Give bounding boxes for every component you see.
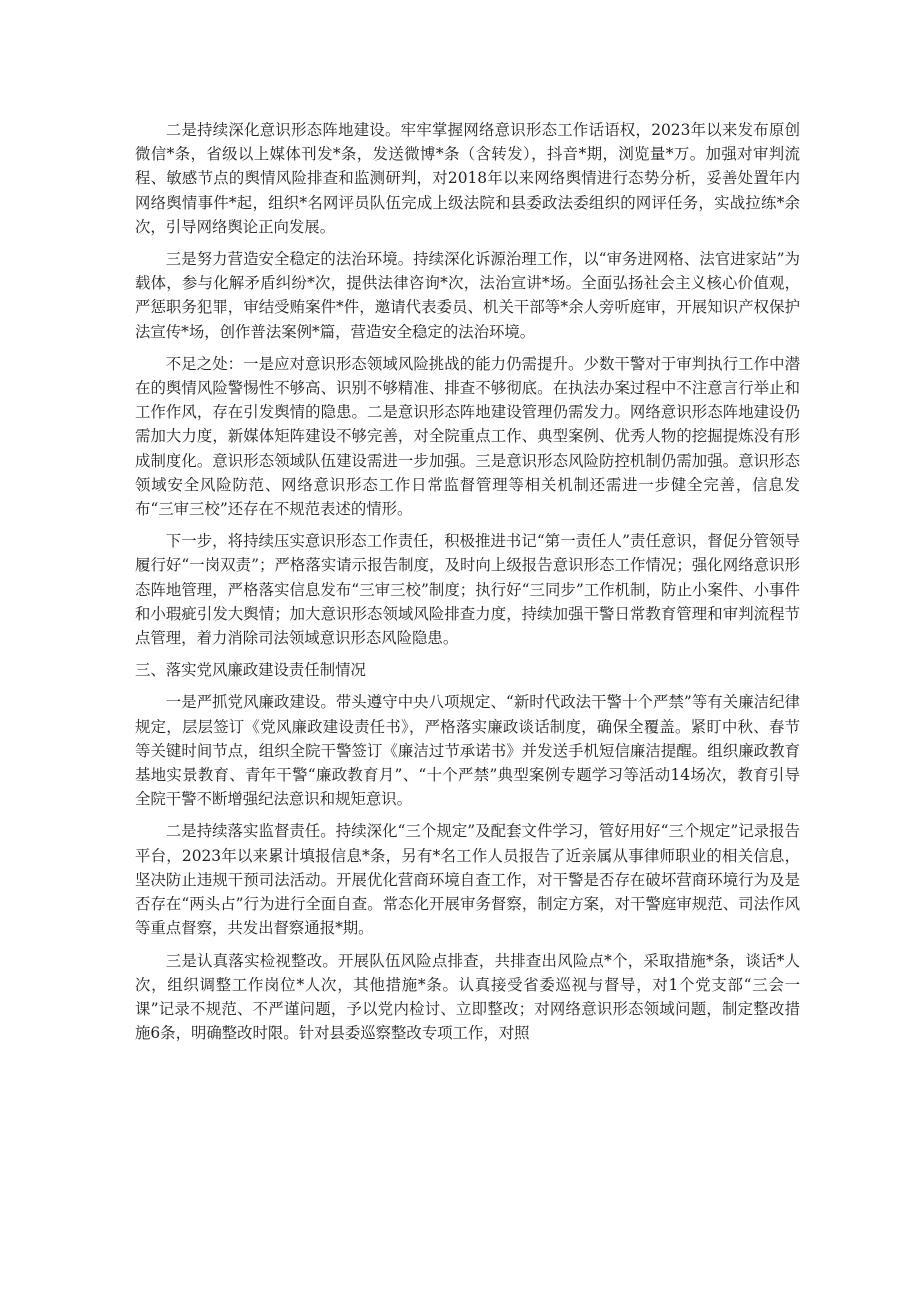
document-page (135, 118, 800, 1053)
paragraph-supervision: 二是持续落实监督责任。持续深化“三个规定”及配套文件学习，管好用好“三个规定”记录报告平台，2023年以来累计填报信息*条，另有*名工作人员报告了近亲属从事律师职业的相关信息，坚决防止违规干预司法活动。开展优化营商环境自查工作，对干警是否存在破坏营商环境行为及是否存在“两头占”行为进行全面自查。常态化开展审务督察，制定方案，对干警庭审规范、司法作风等重点督察，共发出督察通报*期。 (135, 822, 800, 938)
paragraph-shortcomings: 不足之处：一是应对意识形态领域风险挑战的能力仍需提升。少数干警对于审判执行工作中潜在的舆情风险警惕性不够高、识别不够精准、排查不够彻底。在执法办案过程中不注意言行举止和工作作风，存在引发舆情的隐患。二是意识形态阵地建设管理仍需发力。网络意识形态阵地建设仍需加大力度，新媒体矩阵建设不够完善，对全院重点工作、典型案例、优秀人物的挖掘提炼没有形成制度化。意识形态领域队伍建设需进一步加强。三是意识形态风险防控机制仍需加强。意识形态领域安全风险防范、网络意识形态工作日常监督管理等相关机制还需进一步健全完善，信息发布“三审三校”还存在不规范表述的情形。 (135, 354, 800, 519)
paragraph-next-steps: 下一步，将持续压实意识形态工作责任，积极推进书记“第一责任人”责任意识，督促分管领导履行好“一岗双责”；严格落实请示报告制度，及时向上级报告意识形态工作情况；强化网络意识形态阵地管理，严格落实信息发布“三审三校”制度；执行好“三同步”工作机制，防止小案件、小事件和小瑕疵引发大舆情；加大意识形态领域风险排查力度，持续加强干警日常教育管理和审判流程节点管理，着力消除司法领域意识形态风险隐患。 (135, 532, 800, 648)
paragraph-rectification: 三是认真落实检视整改。开展队伍风险点排查，共排查出风险点*个，采取措施*条，谈话*人次，组织调整工作岗位*人次，其他措施*条。认真接受省委巡视与督导，对1个党支部“三会一课”记录不规范、不严谨问题，予以党内检讨、立即整改；对网络意识形态领域问题，制定整改措施6条，明确整改时限。针对县委巡察整改专项工作，对照 (135, 951, 800, 1043)
section-heading: 三、落实党风廉政建设责任制情况 (135, 661, 366, 680)
paragraph-ideology-positions: 二是持续深化意识形态阵地建设。牢牢掌握网络意识形态工作话语权，2023年以来发布原创微信*条，省级以上媒体刊发*条，发送微博*条（含转发），抖音*期，浏览量*万。加强对审判流程、敏感节点的舆情风险排查和监测研判，对2018年以来网络舆情进行态势分析，妥善处置年内网络舆情事件*起，组织*名网评员队伍完成上级法院和县委政法委组织的网评任务，实战拉练*余次，引导网络舆论正向发展。 (135, 121, 800, 236)
paragraph-integrity-building: 一是严抓党风廉政建设。带头遵守中央八项规定、“新时代政法干警十个严禁”等有关廉洁纪律规定，层层签订《党风廉政建设责任书》，严格落实廉政谈话制度，确保全覆盖。紧盯中秋、春节等关键时间节点，组织全院干警签订《廉洁过节承诺书》并发送手机短信廉洁提醒。组织廉政教育基地实景教育、青年干警“廉政教育月”、“十个严禁”典型案例专题学习等活动14场次，教育引导全院干警不断增强纪法意识和规矩意识。 (135, 693, 800, 809)
paragraph-rule-of-law-environment: 三是努力营造安全稳定的法治环境。持续深化诉源治理工作，以“审务进网格、法官进家站”为载体，参与化解矛盾纠纷*次，提供法律咨询*次，法治宣讲*场。全面弘扬社会主义核心价值观，严惩职务犯罪，审结受贿案件*件，邀请代表委员、机关干部等*余人旁听庭审，开展知识产权保护法宣传*场，创作普法案例*篇，营造安全稳定的法治环境。 (135, 250, 800, 341)
